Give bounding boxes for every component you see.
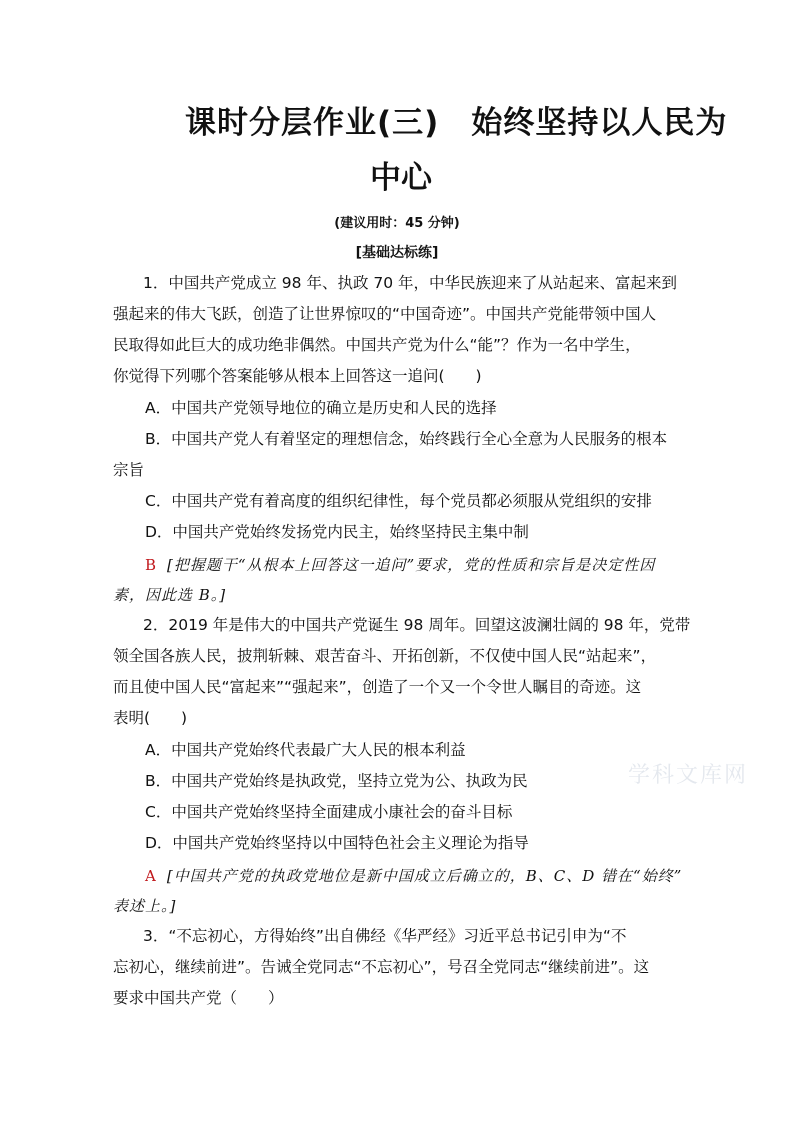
answer-explanation: [把握题干“从根本上回答这一追问”要求，党的性质和宗旨是决定性因 <box>167 556 656 574</box>
question-2-stem: 而且使中国人民“富起来”“强起来”，创造了一个又一个令世人瞩目的奇迹。这 <box>113 678 642 696</box>
question-1-option-c: C．中国共产党有着高度的组织纪律性，每个党员都必须服从党组织的安排 <box>145 492 652 510</box>
question-1-option-d: D．中国共产党始终发扬党内民主，始终坚持民主集中制 <box>145 523 529 541</box>
question-2-answer <box>145 866 682 886</box>
watermark: 学科文库网 <box>628 763 749 788</box>
question-2-answer-cont: 表述上。] <box>113 897 177 915</box>
question-1-stem: 强起来的伟大飞跃，创造了让世界惊叹的“中国奇迹”。中国共产党能带领中国人 <box>113 305 657 323</box>
question-1-option-b: B．中国共产党人有着坚定的理想信念，始终践行全心全意为人民服务的根本 <box>145 430 668 448</box>
question-2-stem: 2．2019 年是伟大的中国共产党诞生 98 周年。回望这波澜壮阔的 98 年，党带 <box>143 616 691 634</box>
question-1-stem: 1．中国共产党成立 98 年、执政 70 年，中华民族迎来了从站起来、富起来到 <box>143 274 678 292</box>
page-title-continued: 中心 <box>370 160 432 196</box>
question-1-option-b-cont: 宗旨 <box>113 461 145 479</box>
question-3-stem: 忘初心，继续前进”。告诫全党同志“不忘初心”，号召全党同志“继续前进”。这 <box>113 958 650 976</box>
time-note: (建议用时：45 分钟) <box>334 216 460 231</box>
question-3-stem: 要求中国共产党（ ） <box>113 989 284 1007</box>
question-1-stem: 你觉得下列哪个答案能够从根本上回答这一追问( ) <box>113 367 482 385</box>
question-2-option-d: D．中国共产党始终坚持以中国特色社会主义理论为指导 <box>145 834 529 852</box>
answer-letter: B <box>145 556 158 574</box>
question-2-option-a: A．中国共产党始终代表最广大人民的根本利益 <box>145 741 466 759</box>
question-3-stem: 3．“不忘初心，方得始终”出自佛经《华严经》习近平总书记引申为“不 <box>143 927 627 945</box>
question-2-option-b: B．中国共产党始终是执政党，坚持立党为公、执政为民 <box>145 772 528 790</box>
question-1-answer-cont: 素，因此选 B。] <box>113 586 227 604</box>
question-2-stem: 领全国各族人民，披荆斩棘、艰苦奋斗、开拓创新，不仅使中国人民“站起来”， <box>113 647 657 665</box>
question-1-answer <box>145 555 655 575</box>
answer-explanation: [中国共产党的执政党地位是新中国成立后确立的，B、C、D 错在“始终” <box>166 867 683 885</box>
page-title: 课时分层作业(三) 始终坚持以人民为 <box>185 105 728 141</box>
section-heading: [基础达标练] <box>355 245 439 261</box>
question-1-option-a: A．中国共产党领导地位的确立是历史和人民的选择 <box>145 399 497 417</box>
question-2-stem: 表明( ) <box>113 709 188 727</box>
question-2-option-c: C．中国共产党始终坚持全面建成小康社会的奋斗目标 <box>145 803 513 821</box>
answer-letter: A <box>145 867 157 885</box>
question-1-stem: 民取得如此巨大的成功绝非偶然。中国共产党为什么“能”？作为一名中学生， <box>113 336 641 354</box>
